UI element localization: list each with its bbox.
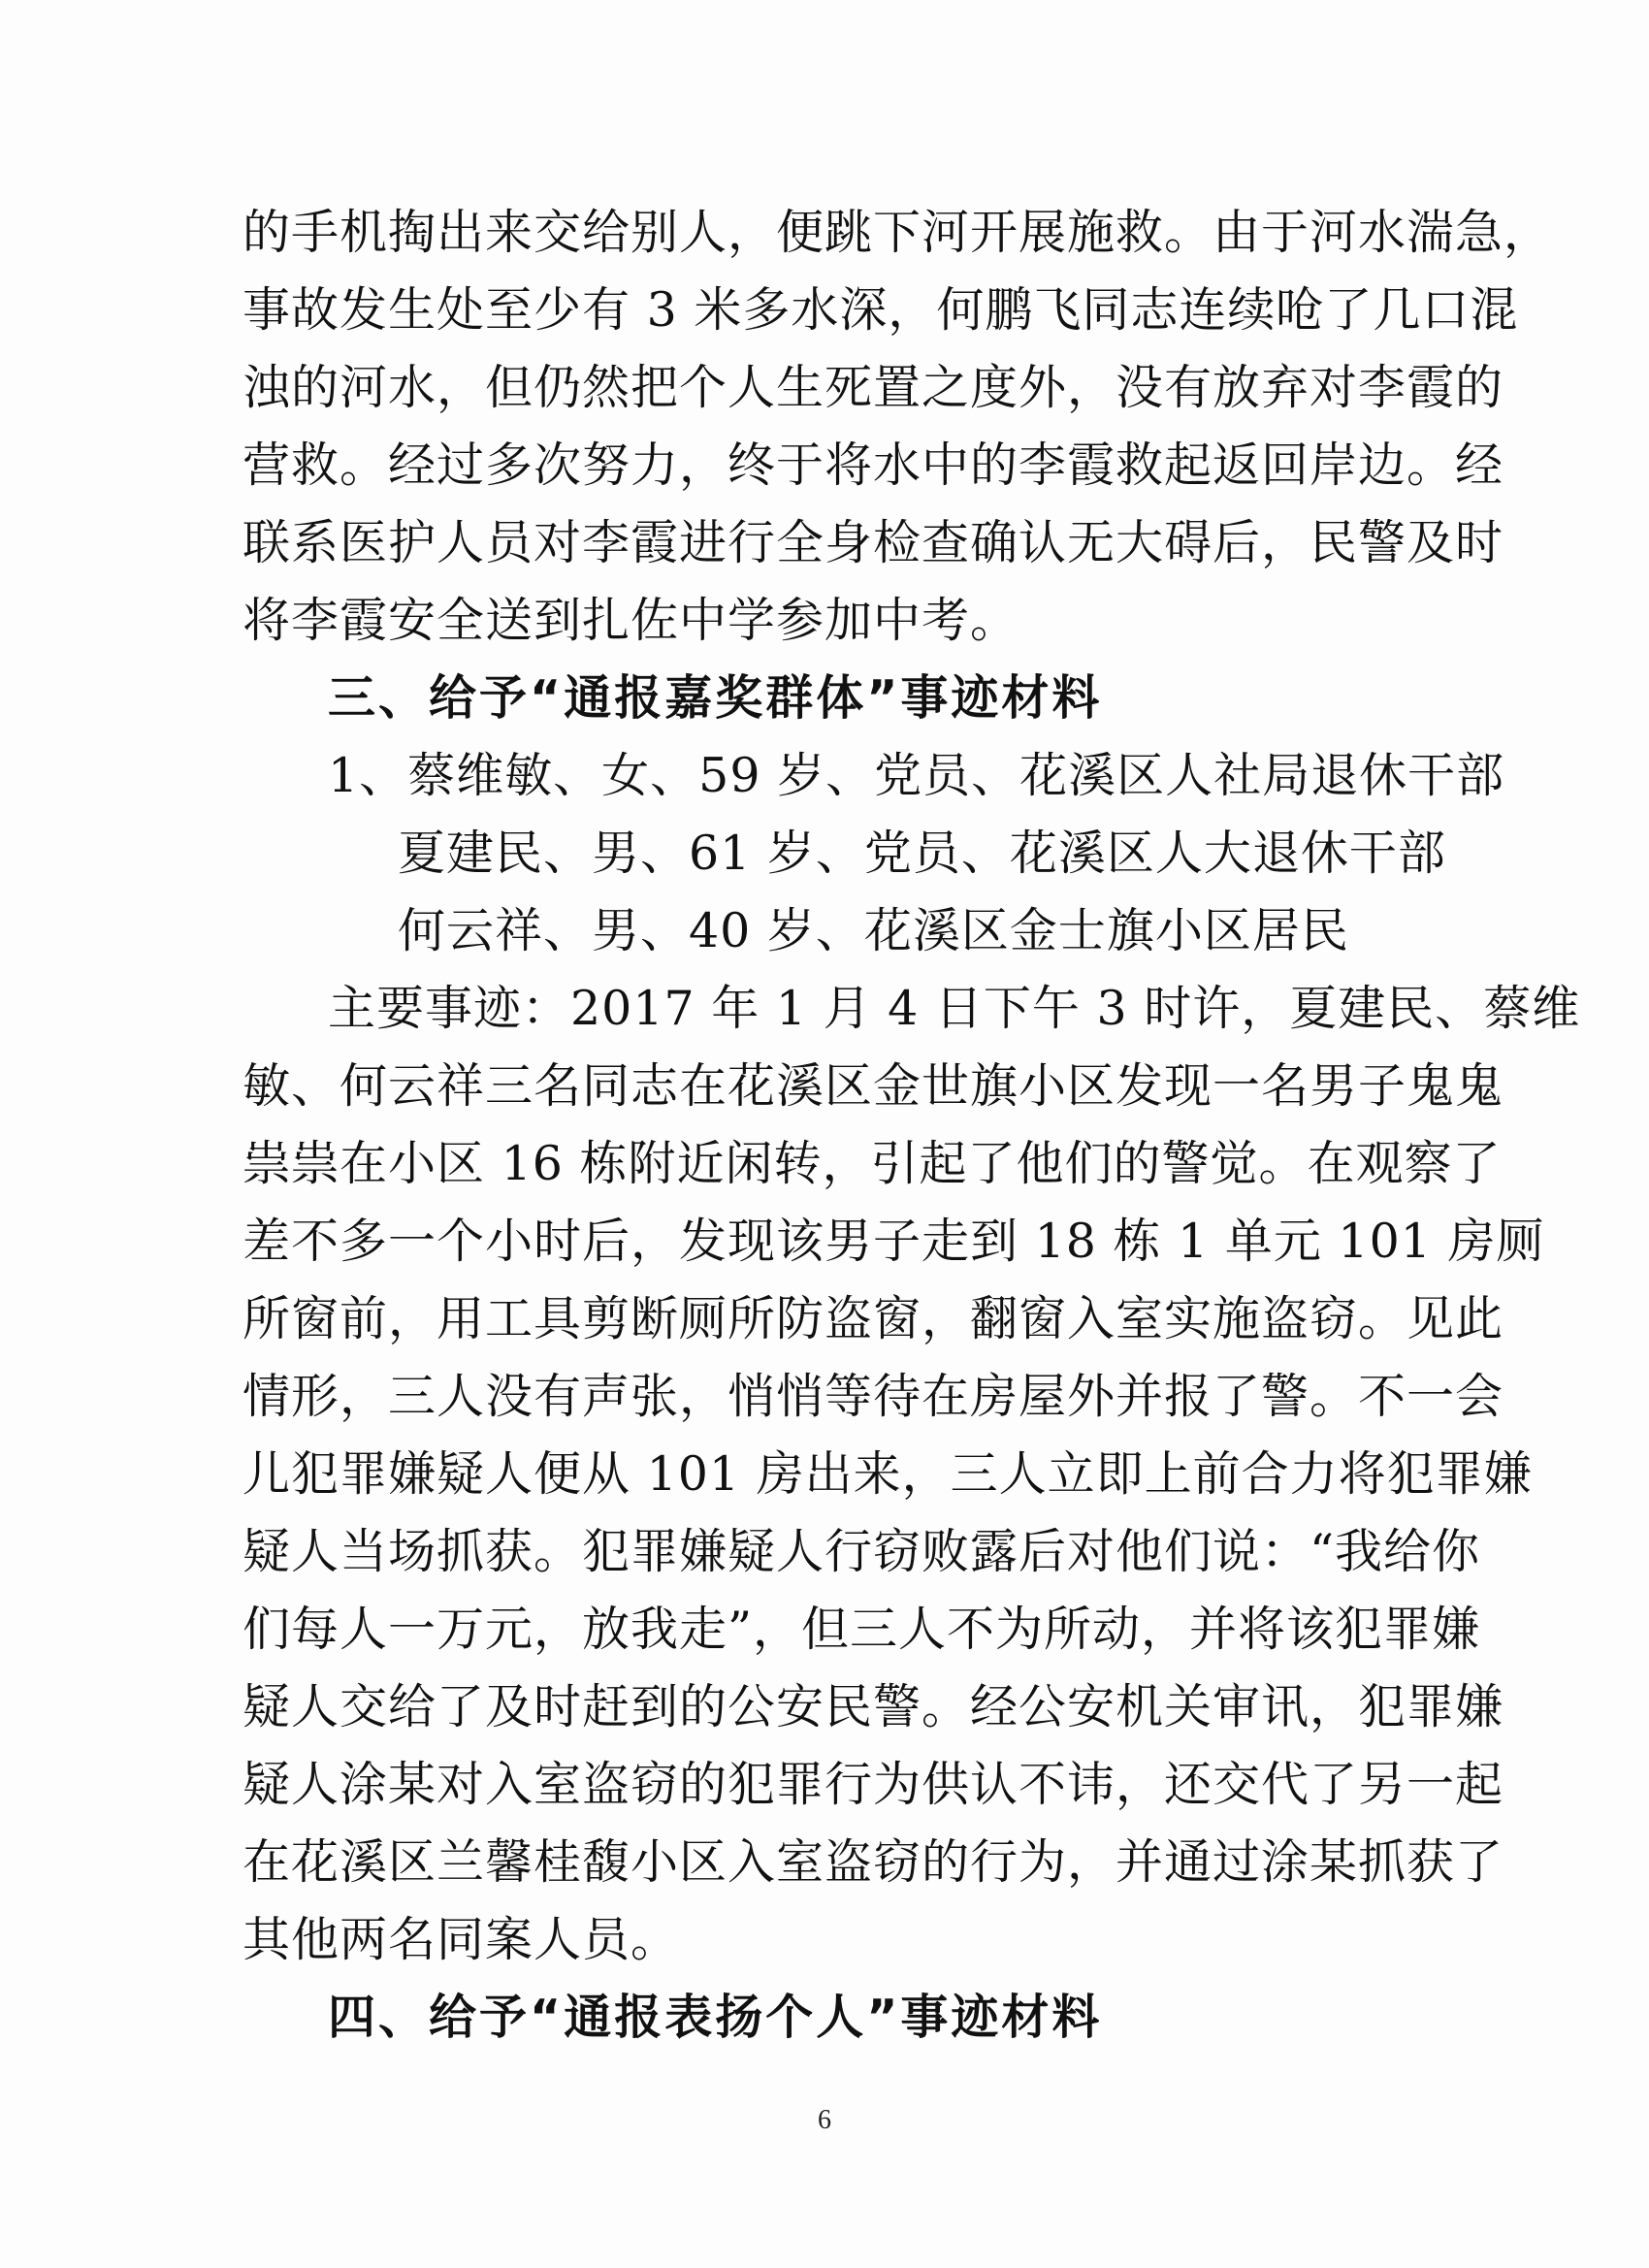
person-entry: 何云祥、男、40 岁、花溪区金士旗小区居民 <box>398 903 1349 958</box>
story-line: 差不多一个小时后，发现该男子走到 18 栋 1 单元 101 房厕 <box>242 1214 1545 1269</box>
story-line: 祟祟在小区 16 栋附近闲转，引起了他们的警觉。在观察了 <box>242 1136 1502 1191</box>
story-line: 们每人一万元，放我走”，但三人不为所动，并将该犯罪嫌 <box>242 1602 1481 1657</box>
body-line: 将李霞安全送到扎佐中学参加中考。 <box>242 593 1019 648</box>
body-line: 事故发生处至少有 3 米多水深，何鹏飞同志连续呛了几口混 <box>242 282 1519 338</box>
section-heading-4: 四、给予“通报表扬个人”事迹材料 <box>328 1990 1103 2045</box>
body-line: 浊的河水，但仍然把个人生死置之度外，没有放弃对李霞的 <box>242 360 1504 415</box>
story-line: 情形，三人没有声张，悄悄等待在房屋外并报了警。不一会 <box>242 1369 1504 1424</box>
section-heading-3: 三、给予“通报嘉奖群体”事迹材料 <box>328 670 1103 726</box>
story-line: 主要事迹：2017 年 1 月 4 日下午 3 时许，夏建民、蔡维 <box>328 981 1581 1036</box>
story-line: 疑人涂某对入室盗窃的犯罪行为供认不讳，还交代了另一起 <box>242 1757 1504 1812</box>
story-line: 其他两名同案人员。 <box>242 1912 680 1967</box>
story-line: 所窗前，用工具剪断厕所防盗窗，翻窗入室实施盗窃。见此 <box>242 1291 1504 1346</box>
story-line: 疑人交给了及时赶到的公安民警。经公安机关审讯，犯罪嫌 <box>242 1679 1504 1734</box>
story-line: 敏、何云祥三名同志在花溪区金世旗小区发现一名男子鬼鬼 <box>242 1058 1504 1114</box>
person-entry: 夏建民、男、61 岁、党员、花溪区人大退休干部 <box>398 826 1446 881</box>
person-entry: 1、蔡维敏、女、59 岁、党员、花溪区人社局退休干部 <box>328 748 1505 803</box>
story-line: 儿犯罪嫌疑人便从 101 房出来，三人立即上前合力将犯罪嫌 <box>242 1446 1533 1502</box>
body-line: 的手机掏出来交给别人，便跳下河开展施救。由于河水湍急， <box>242 205 1553 260</box>
body-line: 营救。经过多次努力，终于将水中的李霞救起返回岸边。经 <box>242 437 1504 493</box>
story-line: 疑人当场抓获。犯罪嫌疑人行窃败露后对他们说：“我给你 <box>242 1524 1481 1579</box>
body-line: 联系医护人员对李霞进行全身检查确认无大碍后，民警及时 <box>242 515 1504 570</box>
story-line: 在花溪区兰馨桂馥小区入室盗窃的行为，并通过涂某抓获了 <box>242 1834 1504 1890</box>
page-number: 6 <box>818 2105 831 2135</box>
